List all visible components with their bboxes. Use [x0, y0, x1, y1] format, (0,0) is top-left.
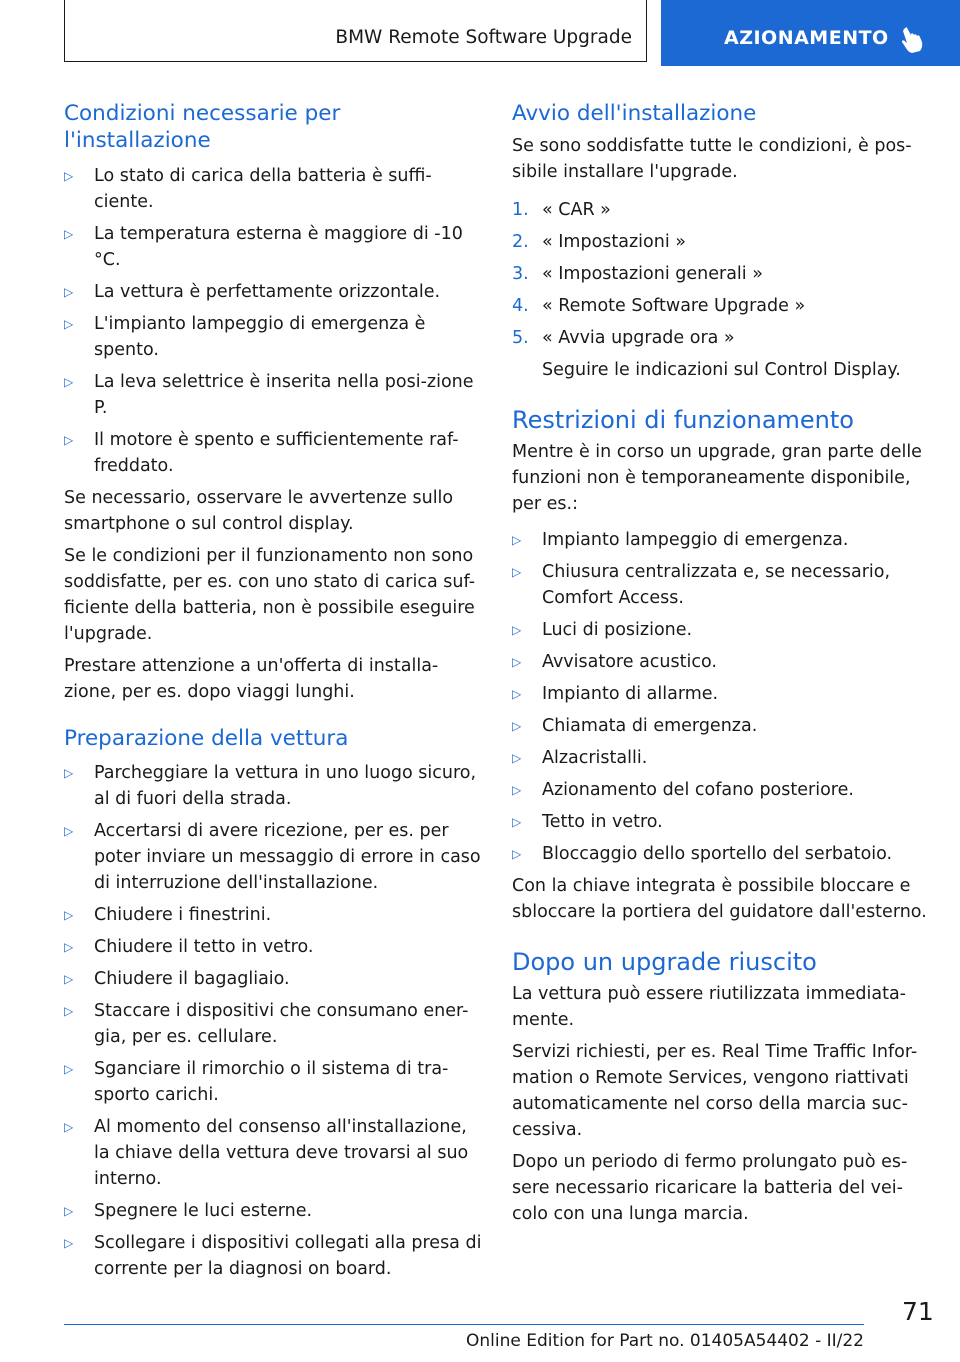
list-item: ▷ Al momento del consenso all'installazione, la chiave della vettura deve trovarsi al suo interno. — [64, 1114, 484, 1192]
heading-conditions: Condizioni necessarie per l'installazione — [64, 101, 341, 153]
triangle-bullet-icon: ▷ — [64, 227, 74, 241]
list-item: ▷ Tetto in vetro. — [512, 809, 932, 835]
heading-vehicle-preparation: Preparazione della vettura — [64, 726, 349, 751]
list-item: ▷ Staccare i dispositivi che consumano ener-gia, per es. cellulare. — [64, 998, 484, 1050]
triangle-bullet-icon: ▷ — [512, 847, 522, 861]
step-item: 3. « Impostazioni generali » — [512, 264, 763, 284]
paragraph: Con la chiave integrata è possibile bloccare e sbloccare la portiera del guidatore dall'esterno. — [512, 876, 927, 922]
triangle-bullet-icon: ▷ — [512, 655, 522, 669]
section-vehicle-preparation — [64, 725, 484, 1282]
preparation-list — [64, 760, 484, 1282]
triangle-bullet-icon: ▷ — [64, 285, 74, 299]
restrictions-list — [512, 527, 932, 867]
triangle-bullet-icon: ▷ — [512, 687, 522, 701]
paragraph: Se sono soddisfatte tutte le condizioni, è pos-sibile installare l'upgrade. — [512, 136, 912, 182]
header-title: BMW Remote Software Upgrade — [335, 27, 632, 48]
list-item: ▷ Alzacristalli. — [512, 745, 932, 771]
list-item: ▷ Azionamento del cofano posteriore. — [512, 777, 932, 803]
list-item: ▷ Sganciare il rimorchio o il sistema di tra-sporto carichi. — [64, 1056, 484, 1108]
list-item: ▷ L'impianto lampeggio di emergenza è spento. — [64, 311, 484, 363]
paragraph: Se necessario, osservare le avvertenze sullo smartphone o sul control display. — [64, 488, 454, 534]
header-title-box — [64, 0, 647, 62]
step-item: 2. « Impostazioni » — [512, 232, 686, 252]
footer-edition: Online Edition for Part no. 01405A54402 - II/22 — [465, 1331, 864, 1351]
step-result: Seguire le indicazioni sul Control Display. — [542, 360, 901, 380]
footer-divider — [64, 1324, 864, 1325]
list-item: ▷ La leva selettrice è inserita nella posi-zione P. — [64, 369, 484, 421]
header-section: AZIONAMENTO — [724, 27, 889, 49]
right-column — [512, 100, 932, 1227]
triangle-bullet-icon: ▷ — [512, 623, 522, 637]
heading-restrictions: Restrizioni di funzionamento — [512, 406, 854, 434]
triangle-bullet-icon: ▷ — [64, 1204, 74, 1218]
page-number: 71 — [902, 1297, 934, 1326]
step-item: 1. « CAR » — [512, 200, 611, 220]
list-item: ▷ La temperatura esterna è maggiore di -10 °C. — [64, 221, 484, 273]
list-item: ▷ Chiudere i finestrini. — [64, 902, 484, 928]
list-item: ▷ Chiusura centralizzata e, se necessario, Comfort Access. — [512, 559, 932, 611]
section-restrictions — [512, 405, 932, 925]
triangle-bullet-icon: ▷ — [64, 1004, 74, 1018]
conditions-list — [64, 163, 484, 479]
triangle-bullet-icon: ▷ — [512, 565, 522, 579]
triangle-bullet-icon: ▷ — [64, 766, 74, 780]
paragraph: Mentre è in corso un upgrade, gran parte delle funzioni non è temporaneamente disponibile, per es.: — [512, 442, 922, 514]
section-after-upgrade — [512, 947, 932, 1227]
header-section-tab — [661, 0, 960, 66]
triangle-bullet-icon: ▷ — [512, 751, 522, 765]
triangle-bullet-icon: ▷ — [64, 433, 74, 447]
triangle-bullet-icon: ▷ — [64, 972, 74, 986]
list-item: ▷ Parcheggiare la vettura in uno luogo sicuro, al di fuori della strada. — [64, 760, 484, 812]
triangle-bullet-icon: ▷ — [512, 533, 522, 547]
triangle-bullet-icon: ▷ — [512, 783, 522, 797]
triangle-bullet-icon: ▷ — [64, 1120, 74, 1134]
list-item: ▷ Impianto di allarme. — [512, 681, 932, 707]
heading-after-upgrade: Dopo un upgrade riuscito — [512, 948, 817, 976]
paragraph: Se le condizioni per il funzionamento non sono soddisfatte, per es. con uno stato di carica suf-ficiente della batteria, non è possibile eseguire l'upgrade. — [64, 546, 476, 644]
triangle-bullet-icon: ▷ — [64, 169, 74, 183]
triangle-bullet-icon: ▷ — [64, 375, 74, 389]
list-item: ▷ Impianto lampeggio di emergenza. — [512, 527, 932, 553]
triangle-bullet-icon: ▷ — [64, 1062, 74, 1076]
paragraph: Dopo un periodo di fermo prolungato può es-sere necessario ricaricare la batteria del vei-colo con una lunga marcia. — [512, 1152, 908, 1224]
left-column — [64, 100, 484, 1282]
step-item: 4. « Remote Software Upgrade » — [512, 296, 806, 316]
triangle-bullet-icon: ▷ — [512, 719, 522, 733]
hand-pointer-icon — [899, 26, 925, 54]
list-item: ▷ Il motore è spento e sufficientemente raf-freddato. — [64, 427, 484, 479]
list-item: ▷ Chiudere il bagagliaio. — [64, 966, 484, 992]
list-item: ▷ Chiudere il tetto in vetro. — [64, 934, 484, 960]
list-item: ▷ Bloccaggio dello sportello del serbatoio. — [512, 841, 932, 867]
paragraph: La vettura può essere riutilizzata immediata-mente. — [512, 984, 906, 1030]
list-item: ▷ Chiamata di emergenza. — [512, 713, 932, 739]
triangle-bullet-icon: ▷ — [64, 824, 74, 838]
list-item: ▷ Accertarsi di avere ricezione, per es. per poter inviare un messaggio di errore in caso di interruzione dell'installazione. — [64, 818, 484, 896]
triangle-bullet-icon: ▷ — [64, 1236, 74, 1250]
steps-list — [512, 197, 932, 351]
list-item: ▷ Scollegare i dispositivi collegati alla presa di corrente per la diagnosi on board. — [64, 1230, 484, 1282]
triangle-bullet-icon: ▷ — [64, 940, 74, 954]
list-item: ▷ La vettura è perfettamente orizzontale. — [64, 279, 484, 305]
paragraph: Prestare attenzione a un'offerta di installa-zione, per es. dopo viaggi lunghi. — [64, 656, 439, 702]
list-item: ▷ Avvisatore acustico. — [512, 649, 932, 675]
list-item: ▷ Lo stato di carica della batteria è suffi-ciente. — [64, 163, 484, 215]
list-item: ▷ Luci di posizione. — [512, 617, 932, 643]
list-item: ▷ Spegnere le luci esterne. — [64, 1198, 484, 1224]
section-conditions — [64, 100, 484, 705]
page-header — [64, 0, 960, 64]
step-item: 5. « Avvia upgrade ora » — [512, 328, 735, 348]
triangle-bullet-icon: ▷ — [512, 815, 522, 829]
heading-start-installation: Avvio dell'installazione — [512, 101, 757, 126]
triangle-bullet-icon: ▷ — [64, 908, 74, 922]
section-start-installation — [512, 100, 932, 383]
paragraph: Servizi richiesti, per es. Real Time Traffic Infor-mation o Remote Services, vengono riattivati automaticamente nel corso della marcia suc-cessiva. — [512, 1042, 918, 1140]
triangle-bullet-icon: ▷ — [64, 317, 74, 331]
